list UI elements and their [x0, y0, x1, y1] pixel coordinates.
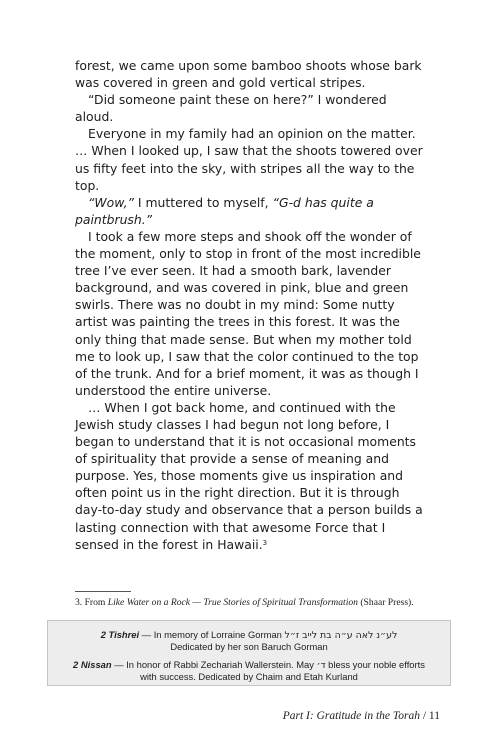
dedication-entry-1-text: — In memory of Lorraine Gorman — [139, 629, 285, 640]
paragraph-3 — [75, 125, 427, 193]
paragraph-4-italic-2: “G-d has quite a paintbrush.” — [75, 194, 374, 227]
paragraph-5-text: I took a few more steps and shook off the wonder of the moment, only to stop in front of the most incredible tree I’ve ever seen. It had a smooth bark, lavender background, and was covered in pink, blue and green swirls. There was no doubt in my mind: Some nutty artist was painting the trees in this forest. It was the only thing that made sense. But when my mother told me to look up, I saw that the color continued to the top of the trunk. And for a brief moment, it was as though I understood the entire universe. — [75, 228, 421, 398]
dedication-entry-2-date: 2 Nissan — [73, 659, 112, 670]
dedication-box — [47, 620, 451, 686]
dedication-entry-1-line-2: Dedicated by her son Baruch Gorman — [170, 641, 328, 653]
footnote-title: Like Water on a Rock — True Stories of Spiritual Transformation — [107, 597, 358, 608]
dedication-entry-1-line-1 — [52, 629, 446, 641]
dedication-entry-2-text-a: — In honor of Rabbi Zechariah Wallerstein. May — [111, 659, 317, 670]
footnote — [75, 597, 435, 609]
footnote-reference[interactable]: 3 — [262, 539, 268, 548]
footnote-suffix: (Shaar Press). — [357, 597, 414, 608]
paragraph-4-plain: I muttered to myself, — [133, 194, 273, 210]
running-footer-section: Part I: Gratitude in the Torah — [282, 710, 420, 722]
paragraph-2 — [75, 91, 427, 125]
paragraph-3-text: Everyone in my family had an opinion on the matter. … When I looked up, I saw that the shoots towered over us fifty feet into the sky, with stripes all the way to the top. — [75, 126, 423, 193]
dedication-entry-2-line-2: with success. Dedicated by Chaim and Etah Kurland — [140, 671, 358, 683]
footnote-divider — [75, 591, 131, 592]
dedication-entry-1 — [52, 629, 446, 653]
body-text — [75, 57, 427, 553]
dedication-entry-2-line-1 — [52, 659, 446, 671]
footnote-prefix: 3. From — [75, 597, 108, 608]
running-footer — [283, 710, 440, 722]
dedication-entry-1-date: 2 Tishrei — [100, 629, 140, 640]
paragraph-6-text: … When I got back home, and continued with the Jewish study classes I had begun not long before, I began to understand that it is not occasional moments of spirituality that provide a sense of meaning and purpose. Yes, those moments give us inspiration and often point us in the right direction. But it is through day-to-day study and observance that a person builds a lasting connection with that awesome Force that I sensed in the forest in Hawaii. — [75, 399, 423, 552]
paragraph-4-italic-1: “Wow,” — [88, 194, 134, 210]
paragraph-1-text: forest, we came upon some bamboo shoots whose bark was covered in green and gold vertical stripes. — [75, 58, 422, 91]
dedication-entry-2-text-b: bless your noble efforts — [325, 659, 425, 670]
dedication-entry-1-hebrew: לע״נ לאה ע״ה בת לייב ז״ל — [284, 630, 398, 641]
paragraph-1 — [75, 57, 427, 91]
paragraph-4 — [75, 194, 427, 228]
paragraph-2-text: “Did someone paint these on here?” I wondered aloud. — [75, 92, 387, 125]
running-footer-separator: / — [419, 710, 429, 722]
paragraph-5 — [75, 228, 427, 399]
page-number: 11 — [428, 710, 440, 722]
dedication-entry-2-hebrew: ד׳ — [316, 660, 326, 671]
paragraph-6 — [75, 399, 427, 553]
dedication-entry-2 — [52, 659, 446, 683]
